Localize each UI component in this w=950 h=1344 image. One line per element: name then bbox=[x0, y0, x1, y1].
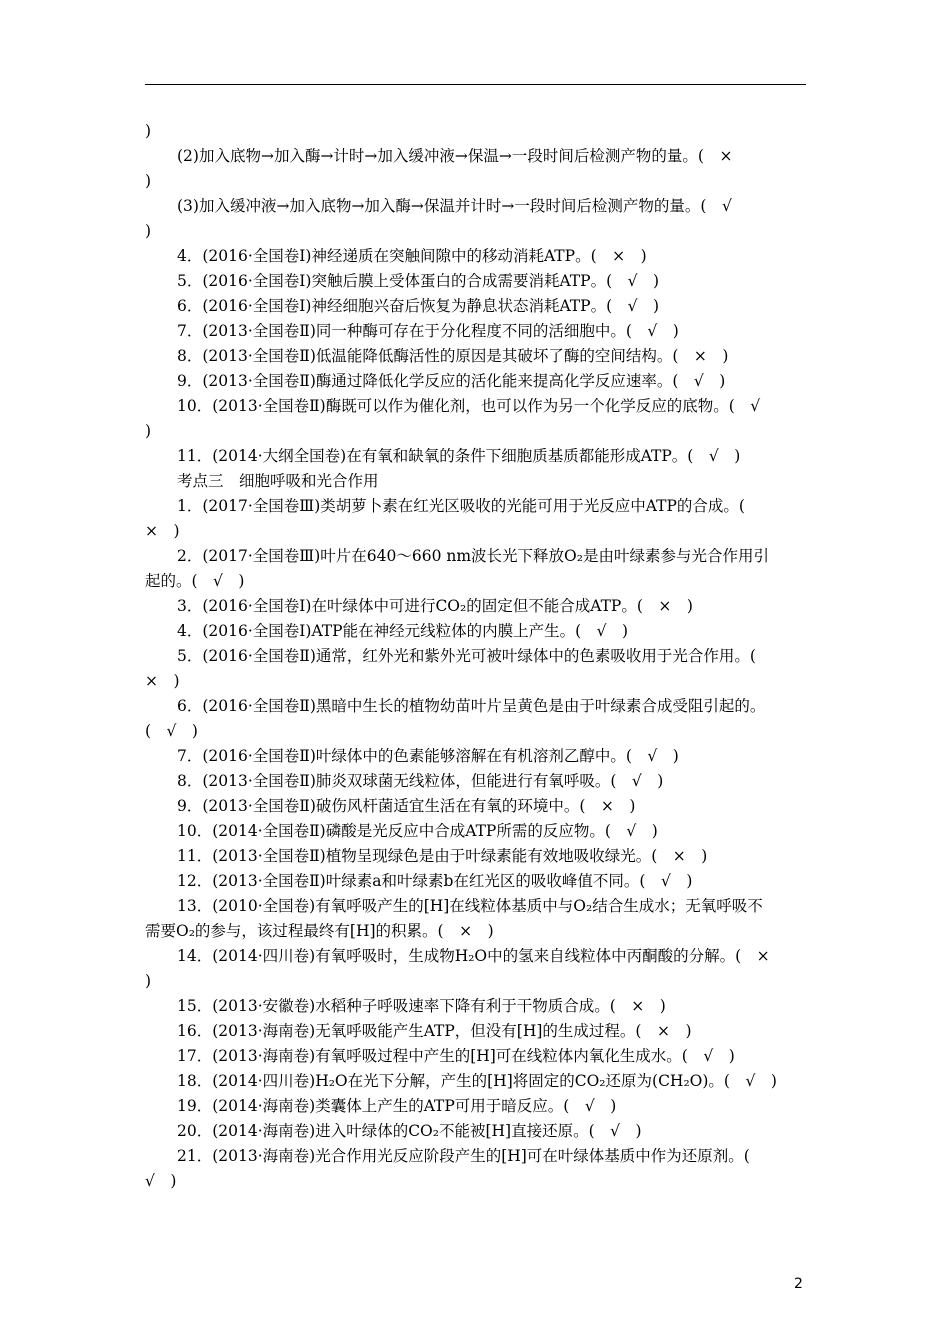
text-line: 5．(2016·全国卷Ⅱ)通常，红外光和紫外光可被叶绿体中的色素吸收用于光合作用。( bbox=[177, 647, 756, 665]
text-line: 7．(2013·全国卷Ⅱ)同一种酶可存在于分化程度不同的活细胞中。( √ ) bbox=[177, 322, 679, 340]
text-line: 12．(2013·全国卷Ⅱ)叶绿素a和叶绿素b在红光区的吸收峰值不同。( √ ) bbox=[177, 872, 693, 890]
text-line: 11．(2013·全国卷Ⅱ)植物呈现绿色是由于叶绿素能有效地吸收绿光。( × ) bbox=[177, 847, 708, 865]
header-rule bbox=[145, 84, 806, 85]
text-line: 8．(2013·全国卷Ⅱ)低温能降低酶活性的原因是其破坏了酶的空间结构。( × ) bbox=[177, 347, 729, 365]
text-line: 9．(2013·全国卷Ⅱ)破伤风杆菌适宜生活在有氧的环境中。( × ) bbox=[177, 797, 636, 815]
text-line: 9．(2013·全国卷Ⅱ)酶通过降低化学反应的活化能来提高化学反应速率。( √ ) bbox=[177, 372, 726, 390]
text-line: ) bbox=[145, 222, 152, 240]
text-line: 21．(2013·海南卷)光合作用光反应阶段产生的[H]可在叶绿体基质中作为还原剂。( bbox=[177, 1147, 750, 1165]
text-line: 起的。( √ ) bbox=[145, 572, 245, 590]
text-line: 20．(2014·海南卷)进入叶绿体的CO₂不能被[H]直接还原。( √ ) bbox=[177, 1122, 642, 1140]
text-line: 16．(2013·海南卷)无氧呼吸能产生ATP，但没有[H]的生成过程。( × ) bbox=[177, 1022, 692, 1040]
text-line: ( √ ) bbox=[145, 722, 198, 740]
text-line: 需要O₂的参与，该过程最终有[H]的积累。( × ) bbox=[145, 922, 494, 940]
text-line: 14．(2014·四川卷)有氧呼吸时，生成物H₂O中的氢来自线粒体中丙酮酸的分解。( × bbox=[177, 947, 770, 965]
text-line: ) bbox=[145, 972, 152, 990]
text-line: √ ) bbox=[145, 1172, 177, 1190]
text-line: 1．(2017·全国卷Ⅲ)类胡萝卜素在红光区吸收的光能可用于光反应中ATP的合成。( bbox=[177, 497, 745, 515]
text-line: 17．(2013·海南卷)有氧呼吸过程中产生的[H]可在线粒体内氧化生成水。( √ ) bbox=[177, 1047, 735, 1065]
page-body bbox=[145, 119, 806, 1194]
text-line: 2．(2017·全国卷Ⅲ)叶片在640～660 nm波长光下释放O₂是由叶绿素参与光合作用引 bbox=[177, 547, 769, 565]
text-line: 5．(2016·全国卷Ⅰ)突触后膜上受体蛋白的合成需要消耗ATP。( √ ) bbox=[177, 272, 660, 290]
text-line: 4．(2016·全国卷Ⅰ)神经递质在突触间隙中的移动消耗ATP。( × ) bbox=[177, 247, 647, 265]
text-line: 18．(2014·四川卷)H₂O在光下分解，产生的[H]将固定的CO₂还原为(CH₂O)。( √ ) bbox=[177, 1072, 777, 1090]
text-line: (2)加入底物→加入酶→计时→加入缓冲液→保温→一段时间后检测产物的量。( × bbox=[177, 147, 733, 165]
text-line: × ) bbox=[145, 672, 180, 690]
text-line: 7．(2016·全国卷Ⅱ)叶绿体中的色素能够溶解在有机溶剂乙醇中。( √ ) bbox=[177, 747, 679, 765]
text-line: 10．(2013·全国卷Ⅱ)酶既可以作为催化剂，也可以作为另一个化学反应的底物。( √ bbox=[177, 397, 761, 415]
text-line: ) bbox=[145, 172, 152, 190]
text-line: 4．(2016·全国卷Ⅰ)ATP能在神经元线粒体的内膜上产生。( √ ) bbox=[177, 622, 629, 640]
text-line: ) bbox=[145, 422, 152, 440]
text-line: × ) bbox=[145, 522, 180, 540]
text-line: 8．(2013·全国卷Ⅱ)肺炎双球菌无线粒体，但能进行有氧呼吸。( √ ) bbox=[177, 772, 664, 790]
text-line: 11．(2014·大纲全国卷)在有氧和缺氧的条件下细胞质基质都能形成ATP。( √ ) bbox=[177, 447, 741, 465]
text-line: 15．(2013·安徽卷)水稻种子呼吸速率下降有利于干物质合成。( × ) bbox=[177, 997, 666, 1015]
page-number: 2 bbox=[794, 1276, 803, 1292]
text-line: 3．(2016·全国卷Ⅰ)在叶绿体中可进行CO₂的固定但不能合成ATP。( × ) bbox=[177, 597, 693, 615]
text-line: 19．(2014·海南卷)类囊体上产生的ATP可用于暗反应。( √ ) bbox=[177, 1097, 617, 1115]
text-line: 6．(2016·全国卷Ⅰ)神经细胞兴奋后恢复为静息状态消耗ATP。( √ ) bbox=[177, 297, 660, 315]
text-line: 13．(2010·全国卷)有氧呼吸产生的[H]在线粒体基质中与O₂结合生成水；无氧呼吸不 bbox=[177, 897, 763, 915]
text-line: 6．(2016·全国卷Ⅱ)黑暗中生长的植物幼苗叶片呈黄色是由于叶绿素合成受阻引起的。 bbox=[177, 697, 766, 715]
text-line: 考点三 细胞呼吸和光合作用 bbox=[177, 472, 379, 490]
text-line: 10．(2014·全国卷Ⅱ)磷酸是光反应中合成ATP所需的反应物。( √ ) bbox=[177, 822, 658, 840]
text-line: (3)加入缓冲液→加入底物→加入酶→保温并计时→一段时间后检测产物的量。( √ bbox=[177, 197, 732, 215]
text-line: ) bbox=[145, 122, 152, 140]
